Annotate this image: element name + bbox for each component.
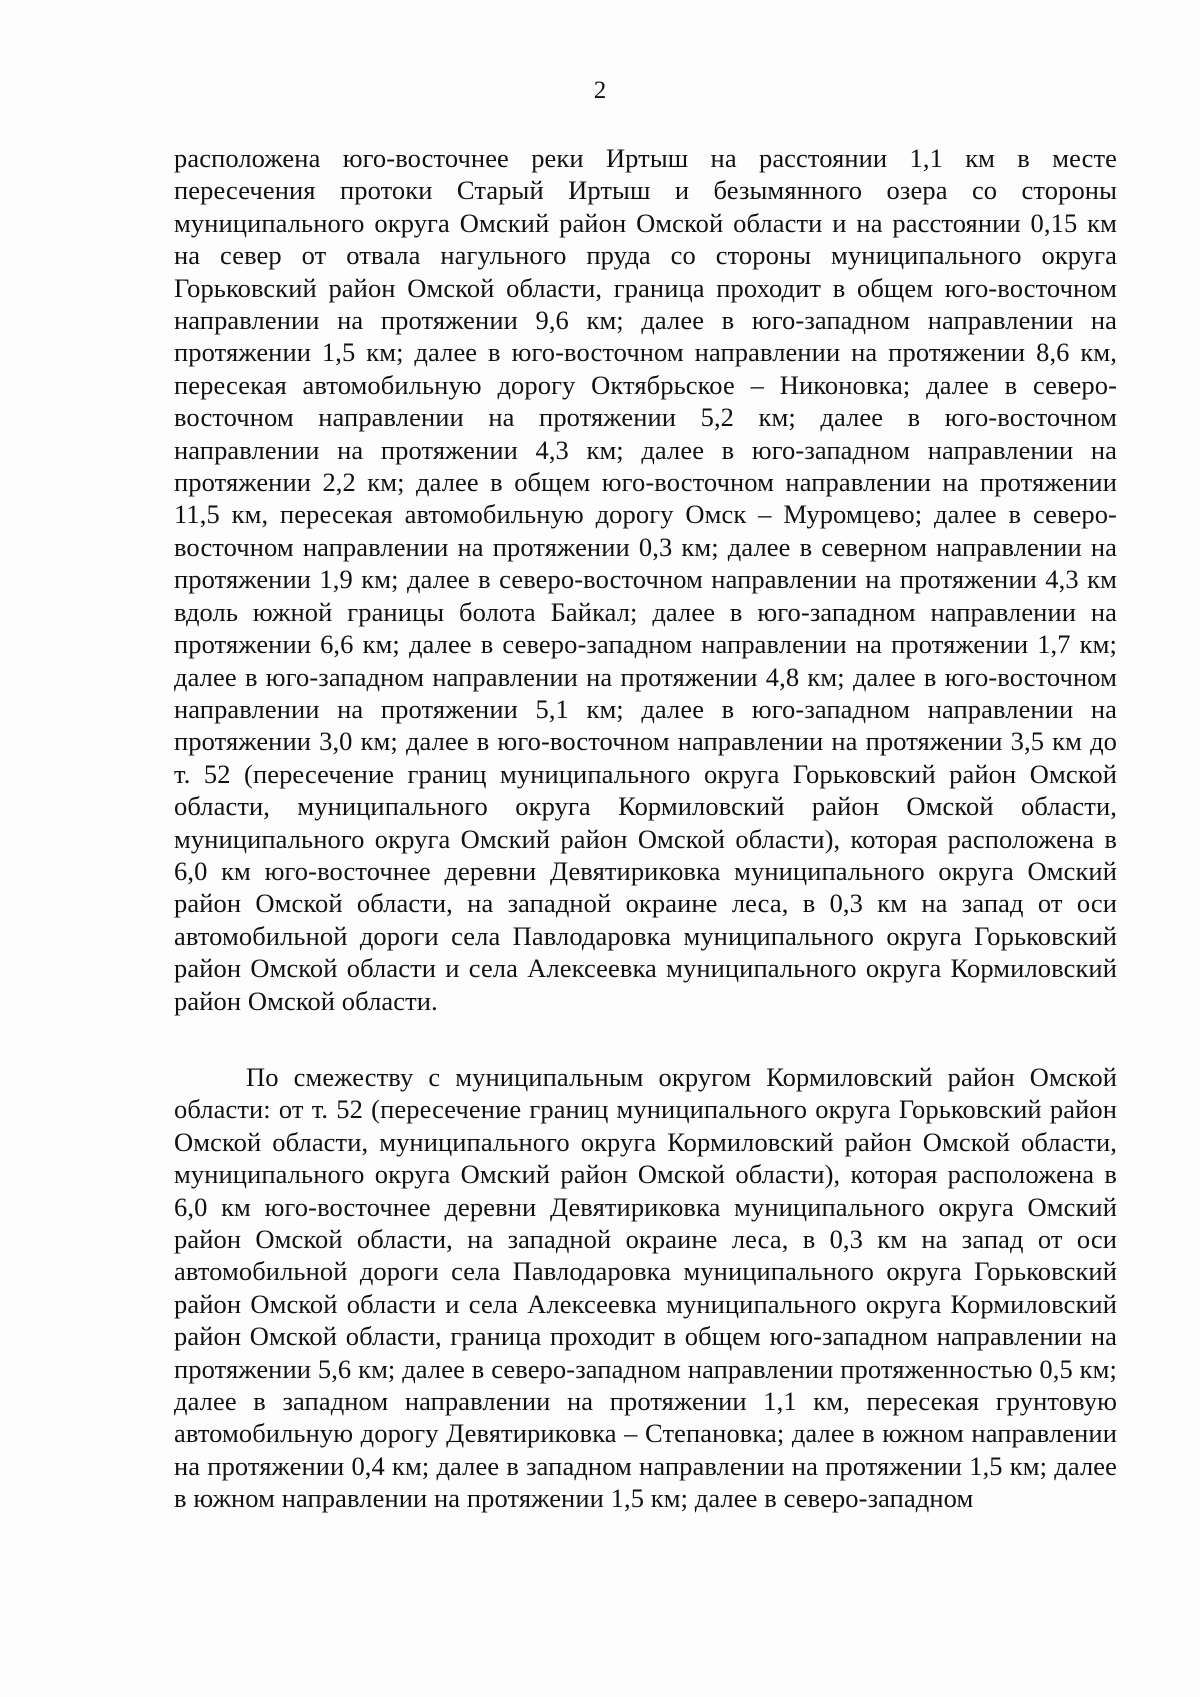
- document-body: [174, 142, 1117, 1515]
- paragraph-boundary-description-continued: расположена юго-восточнее реки Иртыш на расстоянии 1,1 км в месте пересечения протоки Старый Иртыш и безымянного озера со стороны муниципального округа Омский район Омской области и на расстоянии 0,15 км на север от отвала нагульного пруда со стороны муниципального округа Горьковский район Омской области, граница проходит в общем юго-восточном направлении на протяжении 9,6 км; далее в юго-западном направлении на протяжении 1,5 км; далее в юго-восточном направлении на протяжении 8,6 км, пересекая автомобильную дорогу Октябрьское – Никоновка; далее в северо-восточном направлении на протяжении 5,2 км; далее в юго-восточном направлении на протяжении 4,3 км; далее в юго-западном направлении на протяжении 2,2 км; далее в общем юго-восточном направлении на протяжении 11,5 км, пересекая автомобильную дорогу Омск – Муромцево; далее в северо-восточном направлении на протяжении 0,3 км; далее в северном направлении на протяжении 1,9 км; далее в северо-восточном направлении на протяжении 4,3 км вдоль южной границы болота Байкал; далее в юго-западном направлении на протяжении 6,6 км; далее в северо-западном направлении на протяжении 1,7 км; далее в юго-западном направлении на протяжении 4,8 км; далее в юго-восточном направлении на протяжении 5,1 км; далее в юго-западном направлении на протяжении 3,0 км; далее в юго-восточном направлении на протяжении 3,5 км до т. 52 (пересечение границ муниципального округа Горьковский район Омской области, муниципального округа Кормиловский район Омской области, муниципального округа Омский район Омской области), которая расположена в 6,0 км юго-восточнее деревни Девятириковка муниципального округа Омский район Омской области, на западной окраине леса, в 0,3 км на запад от оси автомобильной дороги села Павлодаровка муниципального округа Горьковский район Омской области и села Алексеевка муниципального округа Кормиловский район Омской области.: [174, 143, 1117, 1016]
- page-number: 2: [593, 77, 607, 104]
- paragraph-kormilovsky-boundary: По смежеству с муниципальным округом Кормиловский район Омской области: от т. 52 (пересечение границ муниципального округа Горьковский район Омской области, муниципального округа Кормиловский район Омской области, муниципального округа Омский район Омской области), которая расположена в 6,0 км юго-восточнее деревни Девятириковка муниципального округа Омский район Омской области, на западной окраине леса, в 0,3 км на запад от оси автомобильной дороги села Павлодаровка муниципального округа Горьковский район Омской области и села Алексеевка муниципального округа Кормиловский район Омской области, граница проходит в общем юго-западном направлении на протяжении 5,6 км; далее в северо-западном направлении протяженностью 0,5 км; далее в западном направлении на протяжении 1,1 км, пересекая грунтовую автомобильную дорогу Девятириковка – Степановка; далее в южном направлении на протяжении 0,4 км; далее в западном направлении на протяжении 1,5 км; далее в южном направлении на протяжении 1,5 км; далее в северо-западном: [174, 1061, 1117, 1514]
